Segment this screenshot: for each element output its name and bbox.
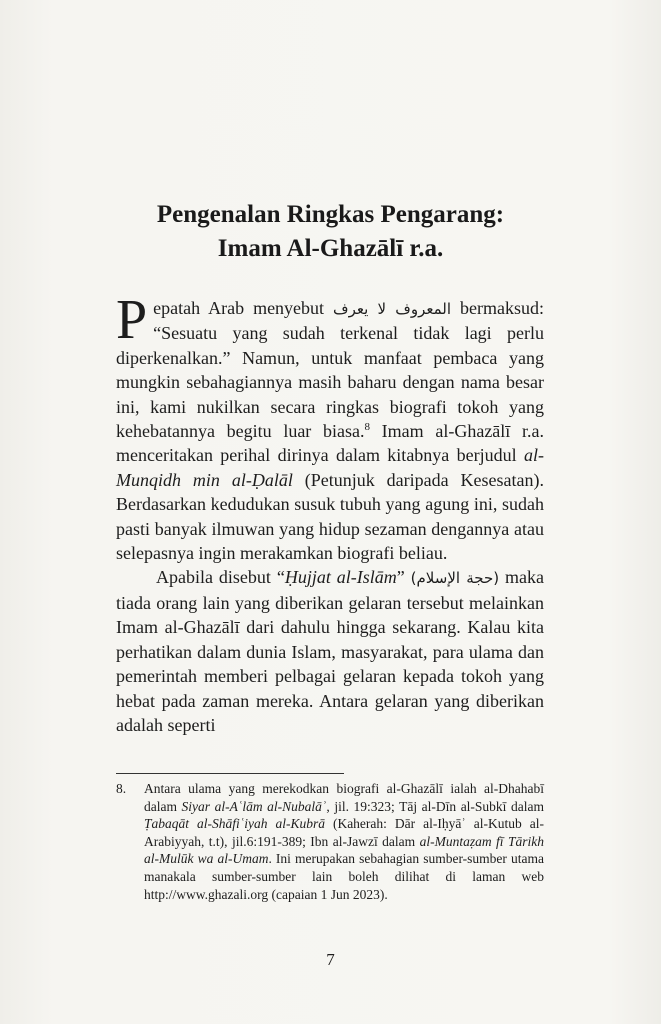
page-number: 7 [326, 950, 335, 969]
footnote-divider [116, 773, 344, 774]
chapter-title [60, 198, 601, 266]
p1-text-1: epatah Arab menyebut [153, 298, 334, 318]
book-title: al-Munqidh min al-Ḍalāl [116, 445, 544, 490]
p2-text-3: maka tiada orang lain yang diberikan gelaran tersebut melainkan Imam al-Ghazālī dari dahulu hingga sekarang. Kalau kita perhatikan dalam dunia Islam, masyarakat, para ulama dan pemerintah memberi pelbagai gelaran kepada tokoh yang hebat pada zaman mereka. Antara gelaran yang diberikan adalah seperti [116, 567, 544, 735]
honorific-title: Ḥujjat al-Islām [284, 567, 397, 588]
footnote-reference: 8 [364, 421, 370, 434]
fn-title-siyar: Siyar al-Aʿlām al-Nubalāʾ [181, 798, 327, 814]
chapter-title-line-2: Imam Al-Ghazālī r.a. [217, 235, 444, 262]
p1-text-2: bermaksud: “Sesuatu yang sudah terkenal tidak lagi perlu diperkenalkan.” Namun, untuk manfaat pembaca yang mungkin sebahagiannya masih baharu dengan nama besar ini, kami nukilkan secara ringkas biografi tokoh yang kehebatannya begitu luar biasa. [116, 298, 544, 442]
paragraph-2 [116, 565, 544, 737]
chapter-title-line-1: Pengenalan Ringkas Pengarang: [156, 201, 505, 228]
p2-text-2: ” [396, 567, 411, 588]
footnote-text [144, 780, 544, 903]
body-text [116, 289, 544, 737]
p2-text-1: Apabila disebut “ [156, 567, 285, 588]
arabic-honorific: (حجة الإسلام) [410, 569, 500, 588]
fn-text-e: (Kaherah: Dār al-Iḥyāʾ al-Kutub al-Arabiyyah, t.t), jil.6:191-389; Ibn al-Jawzī dalam [144, 816, 545, 849]
fn-text-g: . Ini merupakan sebahagian sumber-sumber utama manakala sumber-sumber lain boleh dilihat di laman web http://www.ghazali.org (capaian 1 Jun 2023). [144, 851, 544, 902]
footnote [116, 780, 544, 903]
p1-text-4: (Petunjuk daripada Kesesatan). Berdasarkan kedudukan susuk tubuh yang agung ini, sudah pasti banyak ilmuwan yang hidup sezaman dengannya atau selepasnya ingin merakamkan biografi beliau. [116, 469, 544, 564]
fn-title-tabaqat: Ṭabaqāt al-Shāfiʿiyah al-Kubrā [144, 816, 325, 832]
fn-title-muntazam: al-Muntaẓam fī Tārikh al-Mulūk wa al-Umam [144, 833, 544, 867]
footnote-number: 8. [116, 781, 127, 796]
arabic-proverb: المعروف لا يعرف [333, 300, 452, 318]
fn-text-c: , jil. 19:323; Tāj al-Dīn al-Subkī dalam [326, 798, 544, 814]
fn-text-a: Antara ulama yang merekodkan biografi al-Ghazālī ialah al-Dhahabī dalam [144, 781, 544, 814]
drop-cap: P [116, 289, 148, 351]
paragraph-1 [116, 289, 544, 565]
p1-text-3: Imam al-Ghazālī r.a. menceritakan perihal dirinya dalam kitabnya berjudul [116, 421, 544, 466]
